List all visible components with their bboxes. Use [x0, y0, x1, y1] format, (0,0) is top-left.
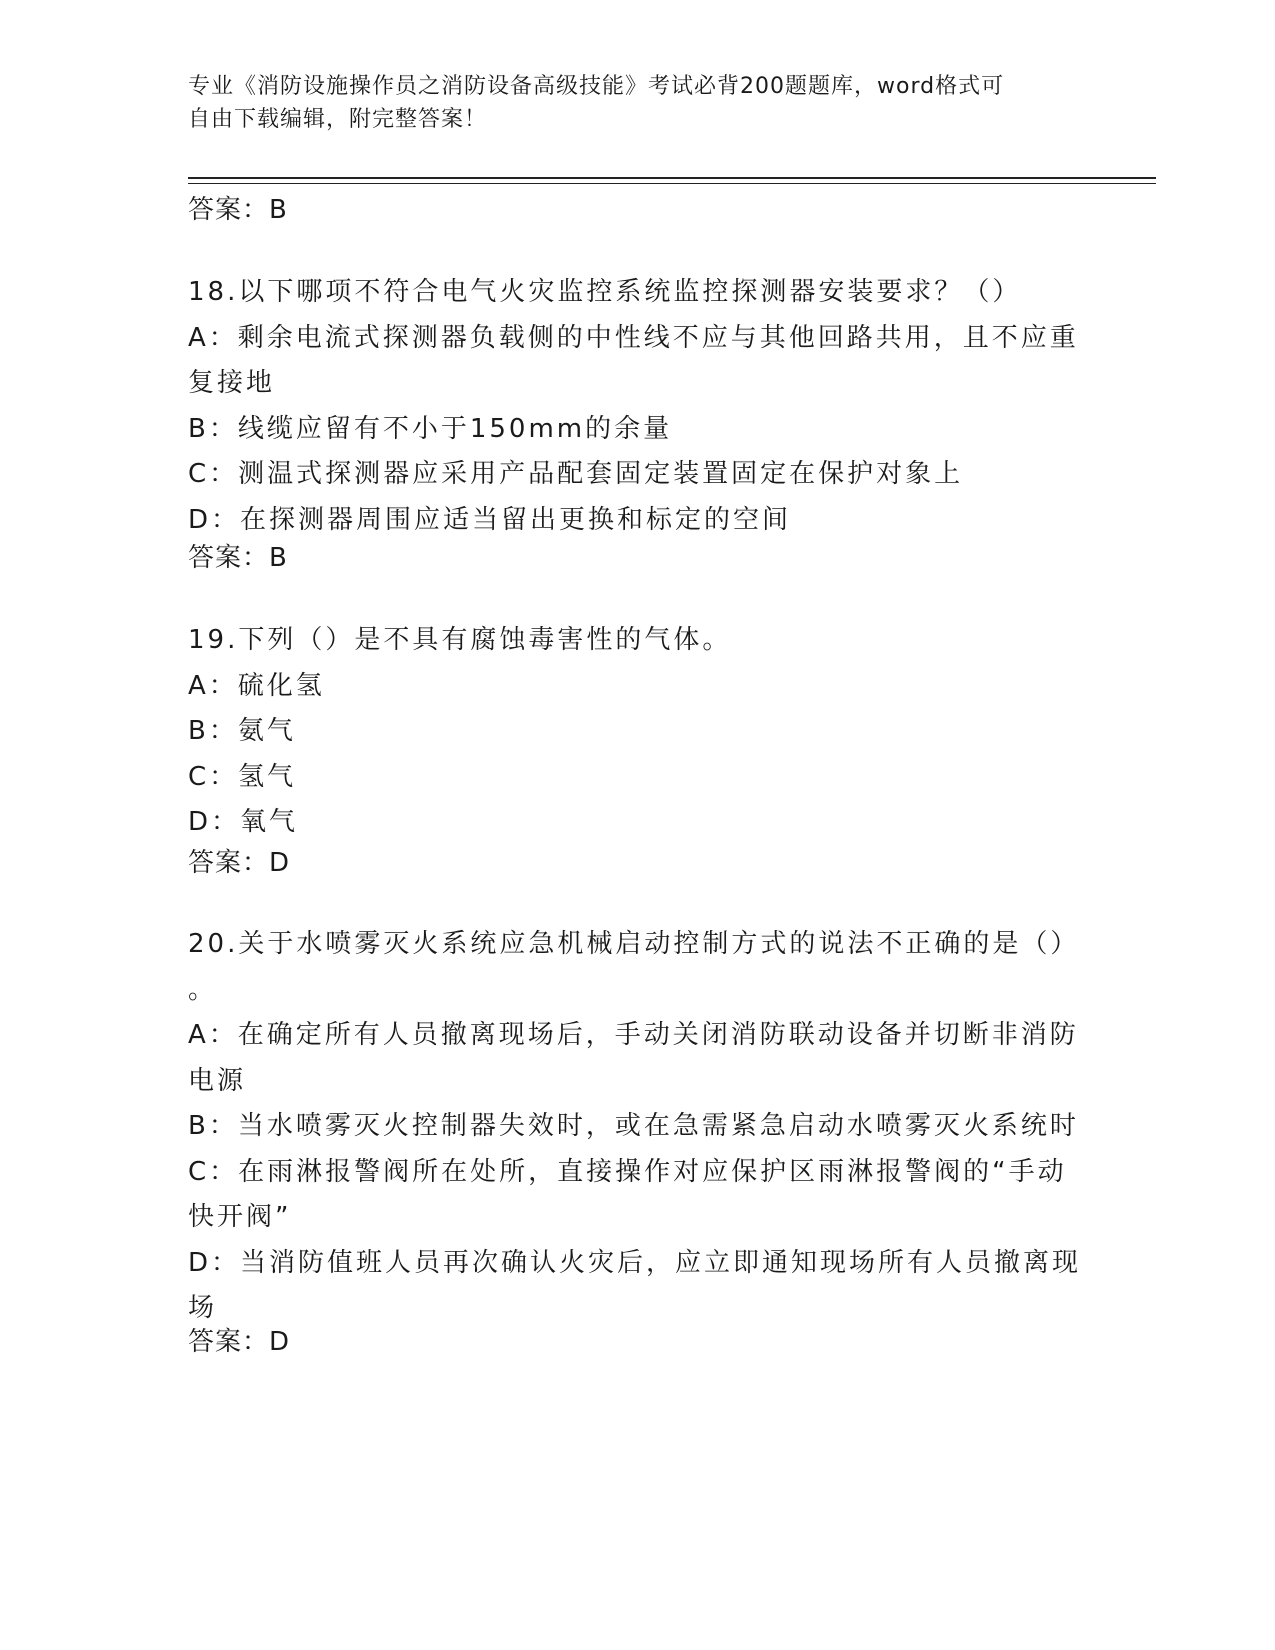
answer-label: 答案： [188, 848, 270, 878]
answer-label: 答案： [188, 543, 270, 573]
option-b: B：当水喷雾灭火控制器失效时，或在急需紧急启动水喷雾灭火系统时 [188, 1111, 1079, 1141]
option-a: A：剩余电流式探测器负载侧的中性线不应与其他回路共用，且不应重 [188, 322, 1079, 353]
header-line-1: 专业《消防设施操作员之消防设备高级技能》考试必背200题题库，word格式可 [188, 74, 1005, 99]
option-d: D：氧气 [188, 807, 299, 837]
question-stem: 20.关于水喷雾灭火系统应急机械启动控制方式的说法不正确的是（） [188, 929, 1080, 959]
option-d: D：当消防值班人员再次确认火灾后，应立即通知现场所有人员撤离现 [188, 1247, 1082, 1278]
answer-18 [188, 540, 288, 576]
page-header [188, 70, 1078, 136]
option-b: B：氨气 [188, 716, 296, 746]
answer-label: 答案： [188, 195, 270, 225]
answer-20 [188, 1324, 290, 1360]
question-stem: 18.以下哪项不符合电气火灾监控系统监控探测器安装要求？（） [188, 277, 1022, 307]
option-d-continued: 场 [188, 1293, 218, 1323]
option-a-continued: 复接地 [188, 368, 276, 398]
option-a: A：硫化氢 [188, 670, 325, 701]
option-c: C：氢气 [188, 761, 297, 792]
answer-value: B [269, 543, 288, 573]
option-b: B：线缆应留有不小于150mm的余量 [188, 413, 673, 444]
header-rule-thin [188, 183, 1156, 184]
option-c-continued: 快开阀” [188, 1202, 292, 1232]
answer-19 [188, 845, 290, 881]
option-a-continued: 电源 [188, 1065, 247, 1096]
option-c: C：在雨淋报警阀所在处所，直接操作对应保护区雨淋报警阀的“手动 [188, 1156, 1067, 1187]
question-19 [188, 618, 1068, 846]
question-18 [188, 270, 1079, 543]
header-line-2: 自由下载编辑，附完整答案！ [188, 107, 488, 132]
answer-value: B [269, 195, 288, 225]
option-c: C：测温式探测器应采用产品配套固定装置固定在保护对象上 [188, 459, 964, 489]
option-d: D：在探测器周围应适当留出更换和标定的空间 [188, 504, 792, 535]
answer-label: 答案： [188, 1327, 270, 1357]
question-20 [188, 922, 1082, 1332]
option-a: A：在确定所有人员撤离现场后，手动关闭消防联动设备并切断非消防 [188, 1020, 1079, 1050]
question-stem: 19.下列（）是不具有腐蚀毒害性的气体。 [188, 625, 732, 655]
header-rule-thick [188, 177, 1156, 179]
previous-answer [188, 192, 288, 228]
answer-value: D [269, 1327, 291, 1357]
question-stem-continued: 。 [188, 974, 218, 1005]
answer-value: D [269, 848, 291, 878]
